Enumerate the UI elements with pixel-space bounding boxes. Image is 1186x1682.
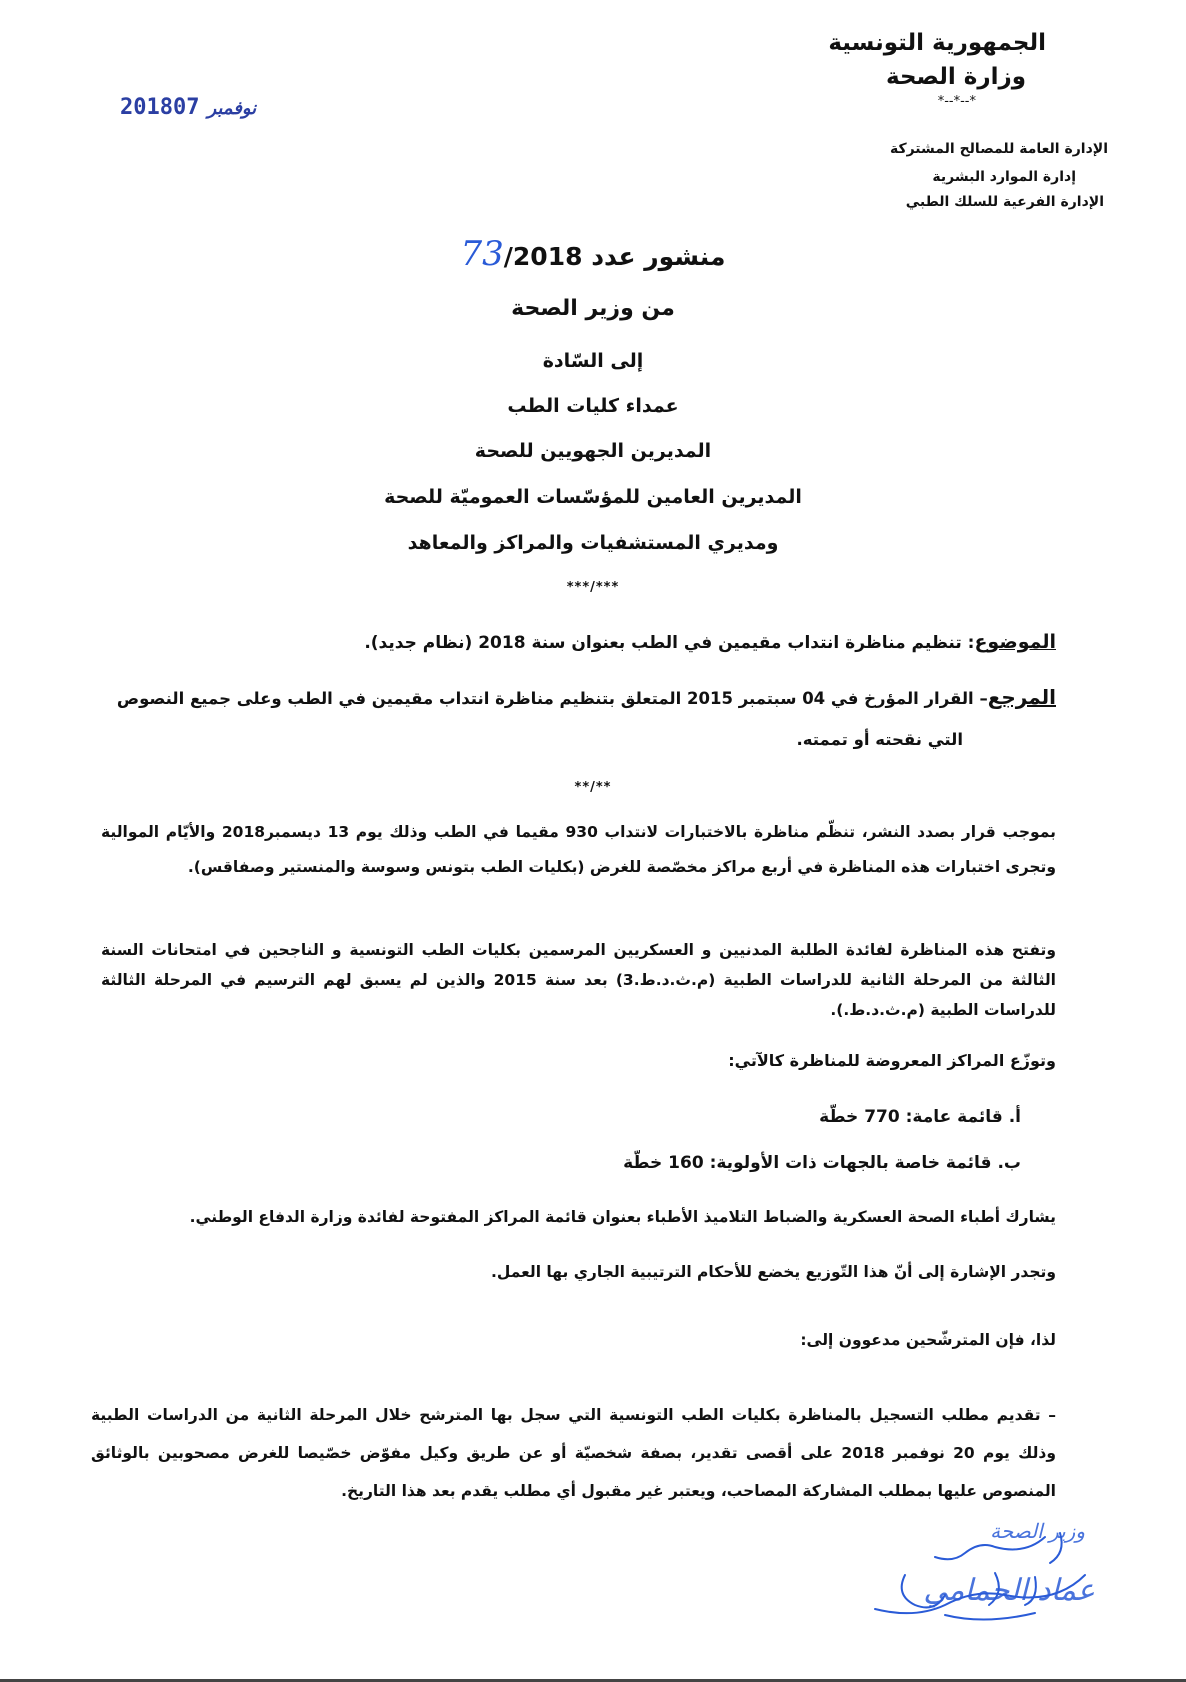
subject-text: : تنظيم مناظرة انتداب مقيمين في الطب بعنوان سنة 2018 (نظام جديد).	[364, 633, 975, 653]
to-line: إلى السّادة	[542, 350, 644, 372]
circular-year: /2018	[503, 242, 583, 271]
paragraph-4: يشارك أطباء الصحة العسكرية والضباط التلاميذ الأطباء بعنوان قائمة المراكز المفتوحة لفائدة وزارة الدفاع الوطني.	[189, 1208, 1056, 1226]
letterhead	[756, 28, 1056, 112]
signature-name: عماد الحمامي	[923, 1573, 1095, 1608]
recipient-1: عمداء كليات الطب	[507, 395, 679, 417]
from-line: من وزير الصحة	[511, 296, 675, 321]
paragraph-6: لذا، فإن المترشّحين مدعوون إلى:	[800, 1331, 1056, 1349]
paragraph-7: – تقديم مطلب التسجيل بالمناظرة بكليات الطب التونسية التي سجل بها المترشح خلال المرحلة الثانية من الدراسات الطبية وذلك يوم 20 نوفمبر 2018 على أقصى تقدير، بصفة شخصيّة أو عن طريق وكيل مفوّض خصّيصا للغرض مصحوبين بالوثائق المنصوص عليها بمطلب المشاركة المصاحب، ويعتبر غير مقبول أي مطلب يقدم بعد هذا التاريخ.	[91, 1406, 1056, 1500]
department-list	[808, 135, 1108, 213]
circular-number-line	[0, 234, 1186, 274]
paragraph-1: بموجب قرار بصدد النشر، تنظّم مناظرة بالاختبارات لانتداب 930 مقيما في الطب وذلك يوم 13 ديسمبر2018 والأيّام الموالية وتجرى اختبارات هذه المناظرة في أربع مراكز مخصّصة للغرض (بكليات الطب بتونس وسوسة والمنستير وصفاقس).	[101, 823, 1056, 876]
reference-text: – القرار المؤرخ في 04 سبتمبر 2015 المتعلق بتنظيم مناظرة انتداب مقيمين في الطب وعلى جميع النصوص	[116, 689, 988, 708]
date-stamp	[120, 95, 264, 120]
reference-line	[96, 680, 1056, 716]
stars-divider: ***/***	[566, 580, 620, 595]
paragraph-2: وتفتح هذه المناظرة لفائدة الطلبة المدنيين و العسكريين المرسمين بكليات الطب التونسية و الناجحين في امتحانات السنة الثالثة من المرحلة الثانية للدراسات الطبية (م.ث.د.ط.3) بعد سنة 2015 والذين لم يسبق لهم الترسيم في المرحلة الثالثة للدراسات الطبية (م.ث.د.ط.).	[101, 941, 1057, 1019]
circular-prefix: منشور عدد	[591, 242, 726, 271]
date-month: نوفمبر	[207, 98, 257, 119]
department-hr: إدارة الموارد البشرية	[932, 169, 1076, 185]
subject-line	[156, 625, 1056, 661]
list-item-a: أ. قائمة عامة: 770 خطّة	[819, 1107, 1021, 1127]
paragraph-5: وتجدر الإشارة إلى أنّ هذا التّوزيع يخضع للأحكام الترتيبية الجاري بها العمل.	[491, 1263, 1056, 1281]
reference-label: المرجع	[987, 685, 1056, 709]
header-separator: *--*--*	[937, 94, 976, 109]
department-general: الإدارة العامة للمصالح المشتركة	[889, 141, 1108, 157]
list-item-b: ب. قائمة خاصة بالجهات ذات الأولوية: 160 خطّة	[623, 1153, 1021, 1173]
stars-divider-2: **/**	[574, 780, 612, 795]
recipient-4: ومديري المستشفيات والمراكز والمعاهد	[407, 532, 779, 554]
date-day: 07	[172, 95, 200, 120]
department-medical: الإدارة الفرعية للسلك الطبي	[905, 194, 1104, 210]
signature	[845, 1515, 1125, 1645]
signature-title: وزير الصحة	[990, 1519, 1085, 1543]
date-year: 2018	[120, 95, 173, 120]
reference-continuation: التي نقحته أو تممته.	[796, 730, 963, 749]
subject-label: الموضوع	[974, 631, 1056, 653]
paragraph-3: وتوزّع المراكز المعروضة للمناظرة كالآتي:	[728, 1051, 1056, 1070]
ministry-name: وزارة الصحة	[886, 64, 1026, 90]
recipient-3: المديرين العامين للمؤسّسات العموميّة للصحة	[384, 486, 802, 508]
circular-number: 73	[460, 234, 504, 274]
republic-name: الجمهورية التونسية	[828, 30, 1046, 56]
recipient-2: المديرين الجهويين للصحة	[474, 440, 712, 462]
